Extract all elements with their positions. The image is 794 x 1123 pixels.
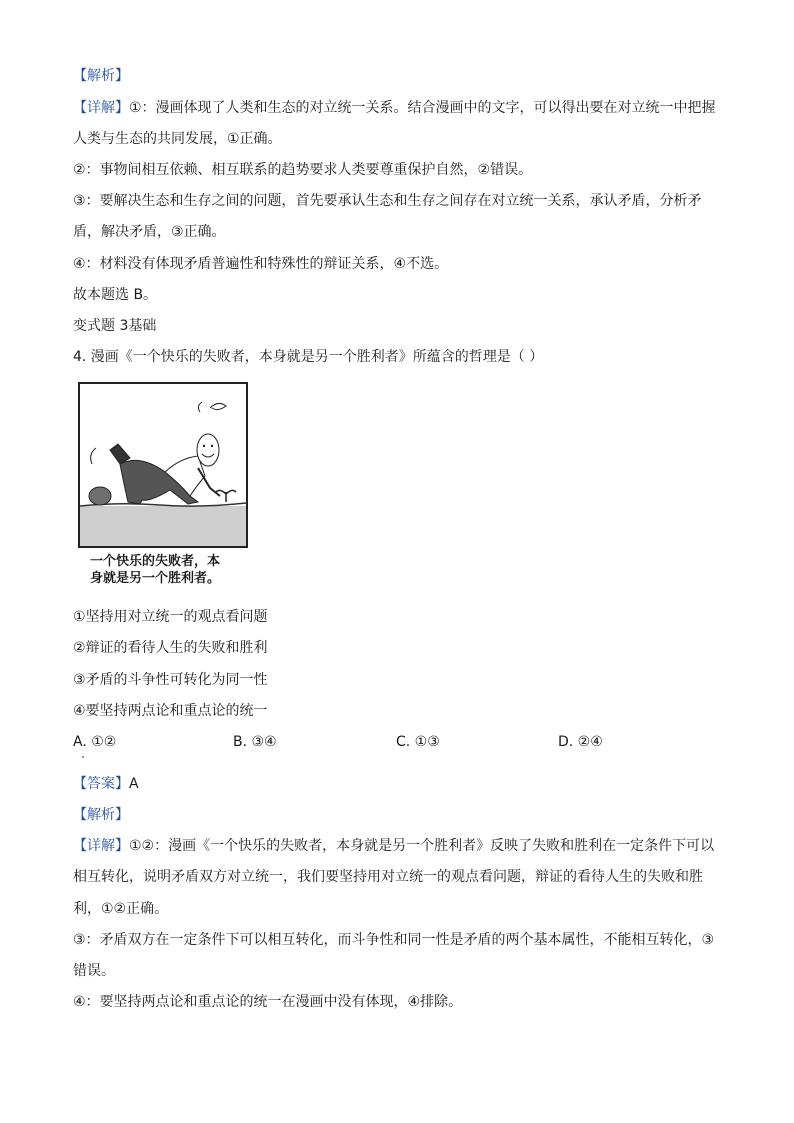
detail-text-2-end: 利，①②正确。 (73, 901, 169, 917)
statement-2: ②辩证的看待人生的失败和胜利 (73, 640, 268, 656)
answer-line (73, 774, 139, 794)
detail-tag-2: 【详解】 (73, 838, 129, 854)
item-2-explanation: ②：事物间相互依赖、相互联系的趋势要求人类要尊重保护自然，②错误。 (73, 162, 533, 178)
option-d: D. ②④ (558, 734, 603, 750)
cartoon-caption-line-1: 一个快乐的失败者，本 (90, 554, 221, 569)
detail-tag: 【详解】 (73, 100, 129, 116)
detail-paragraph (73, 98, 716, 118)
option-a: A. ①② (73, 734, 117, 750)
analysis-heading-2: 【解析】 (73, 807, 129, 823)
question-stem: 4. 漫画《一个快乐的失败者，本身就是另一个胜利者》所蕴含的哲理是（ ） (73, 349, 544, 365)
item-4-explanation: ④：材料没有体现矛盾普遍性和特殊性的辩证关系，④不选。 (73, 256, 449, 272)
detail-text-2-continued: 相互转化，说明矛盾双方对立统一，我们要坚持用对立统一的观点看问题，辩证的看待人生的失败和胜 (73, 869, 703, 885)
statement-3: ③矛盾的斗争性可转化为同一性 (73, 672, 268, 688)
answer-tag: 【答案】 (73, 776, 129, 792)
answer-value: A (129, 776, 139, 792)
detail-text-2: ①②：漫画《一个快乐的失败者，本身就是另一个胜利者》反映了失败和胜利在一定条件下可以 (129, 838, 715, 854)
analysis-heading: 【解析】 (73, 68, 129, 84)
option-b: B. ③④ (233, 734, 277, 750)
detail-text: ①：漫画体现了人类和生态的对立统一关系。结合漫画中的文字，可以得出要在对立统一中把握 (129, 100, 716, 116)
item-4-explanation-2: ④：要坚持两点论和重点论的统一在漫画中没有体现，④排除。 (73, 994, 463, 1010)
detail-text-continued: 人类与生态的共同发展，①正确。 (73, 131, 282, 147)
conclusion: 故本题选 B。 (73, 287, 158, 303)
stray-dot (82, 756, 84, 758)
option-c: C. ①③ (396, 734, 440, 750)
item-3-explanation-2: ③：矛盾双方在一定条件下可以相互转化，而斗争性和同一性是矛盾的两个基本属性，不能相互转化，③ (73, 932, 715, 948)
item-3-explanation-2-continued: 错误。 (73, 963, 115, 979)
cartoon-drawing (80, 384, 246, 546)
detail-paragraph-2 (73, 836, 714, 856)
statement-1: ①坚持用对立统一的观点看问题 (73, 609, 268, 625)
variant-label: 变式题 3基础 (73, 318, 157, 334)
cartoon-caption-line-2: 身就是另一个胜利者。 (90, 571, 221, 586)
statement-4: ④要坚持两点论和重点论的统一 (73, 703, 268, 719)
item-3-explanation: ③：要解决生态和生存之间的问题，首先要承认生态和生存之间存在对立统一关系，承认矛盾，分析矛 (73, 193, 702, 209)
cartoon-image (78, 382, 248, 548)
answer-options (73, 732, 673, 752)
item-3-explanation-continued: 盾，解决矛盾，③正确。 (73, 224, 226, 240)
